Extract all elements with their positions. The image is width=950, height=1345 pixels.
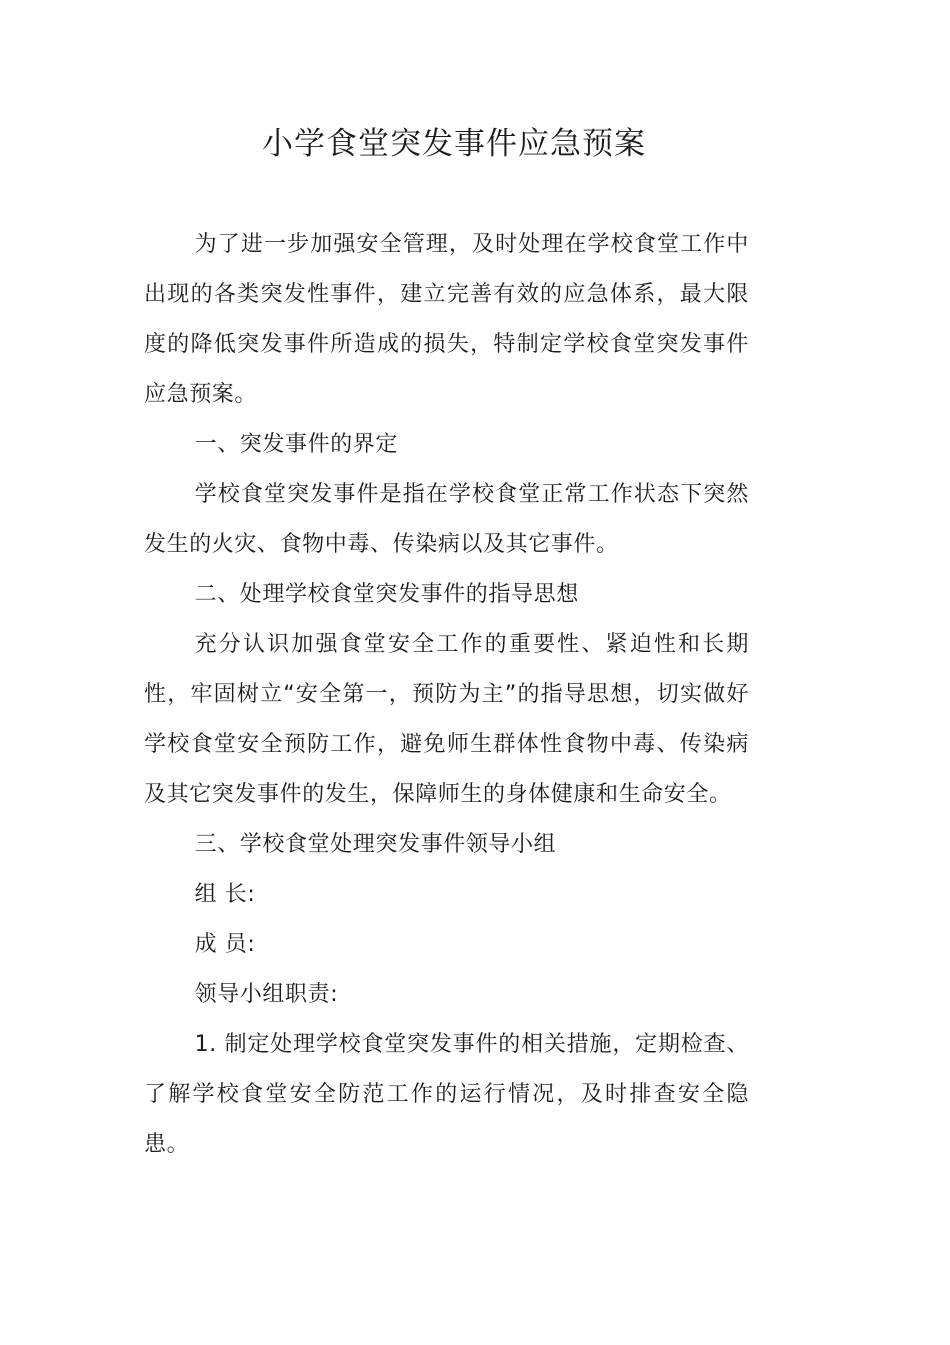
document-body (144, 220, 749, 1170)
duty-item-1: 1. 制定处理学校食堂突发事件的相关措施，定期检查、了解学校食堂安全防范工作的运行情况，及时排查安全隐患。 (144, 1032, 749, 1157)
intro-paragraph: 为了进一步加强安全管理，及时处理在学校食堂工作中出现的各类突发性事件，建立完善有效的应急体系，最大限度的降低突发事件所造成的损失，特制定学校食堂突发事件应急预案。 (144, 232, 749, 407)
section-2-paragraph: 充分认识加强食堂安全工作的重要性、紧迫性和长期性，牢固树立“安全第一，预防为主”的指导思想，切实做好学校食堂安全预防工作，避免师生群体性食物中毒、传染病及其它突发事件的发生，保障师生的身体健康和生命安全。 (144, 632, 749, 807)
document-title: 小学食堂突发事件应急预案 (262, 126, 646, 162)
group-members-line: 成 员: (194, 932, 256, 957)
section-heading-2: 二、处理学校食堂突发事件的指导思想 (194, 582, 579, 607)
group-duties-heading: 领导小组职责: (194, 982, 339, 1007)
section-heading-1: 一、突发事件的界定 (194, 432, 398, 457)
section-1-paragraph: 学校食堂突发事件是指在学校食堂正常工作状态下突然发生的火灾、食物中毒、传染病以及其它事件。 (144, 482, 749, 557)
section-heading-3: 三、学校食堂处理突发事件领导小组 (194, 832, 557, 857)
group-leader-line: 组 长: (194, 882, 256, 907)
